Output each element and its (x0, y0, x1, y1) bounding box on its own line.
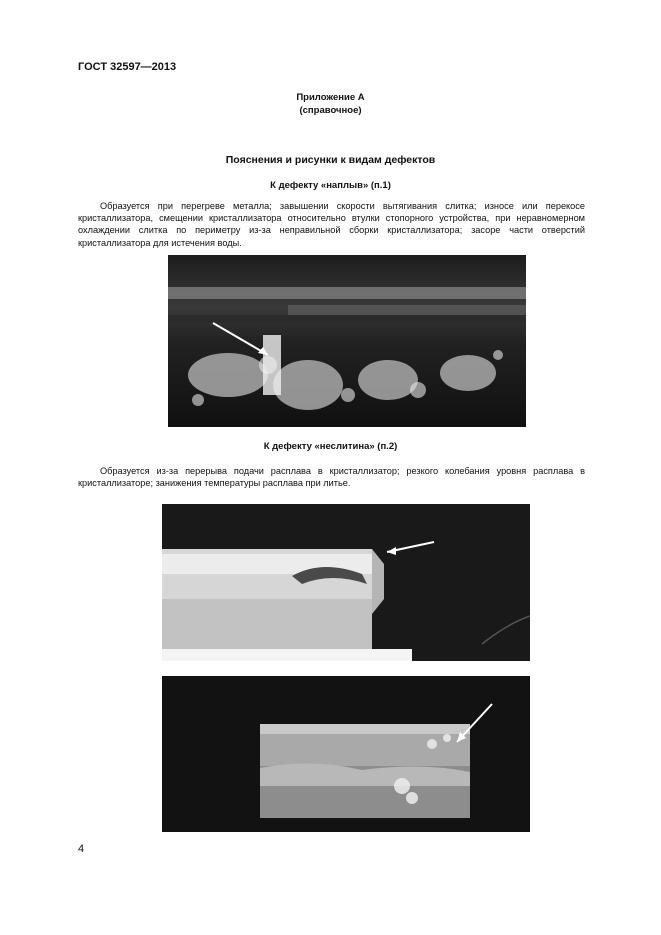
page-number: 4 (78, 843, 85, 855)
appendix-subtitle: (справочное) (299, 105, 362, 116)
defect2-heading: К дефекту «неслитина» (п.2) (263, 441, 398, 452)
section-heading: Пояснения и рисунки к видам дефектов (225, 154, 436, 166)
defect1-description (78, 200, 585, 249)
defect1-heading: К дефекту «наплыв» (п.1) (270, 180, 391, 191)
defect2-description (78, 465, 585, 489)
defect2-photo-side (162, 504, 530, 661)
document-code: ГОСТ 32597—2013 (78, 61, 177, 73)
appendix-title: Приложение А (296, 92, 365, 103)
defect1-photo (168, 255, 526, 427)
defect2-text: Образуется из-за перерыва подачи расплава в кристаллизатор; резкого колебания уровня расплава в кристаллизаторе; занижения температуры расплава при литье. (78, 466, 585, 489)
defect2-photo-section (162, 676, 530, 832)
defect1-text: Образуется при перегреве металла; завышении скорости вытягивания слитка; износе или перекосе кристаллизатора, смещении кристаллизатора относительно втулки стопорного устройства, при неравномерном охлаждении слитка по периметру из-за неправильной сборки кристаллизатора; засоре части отверстий кристаллизатора для истечения воды. (78, 201, 585, 248)
